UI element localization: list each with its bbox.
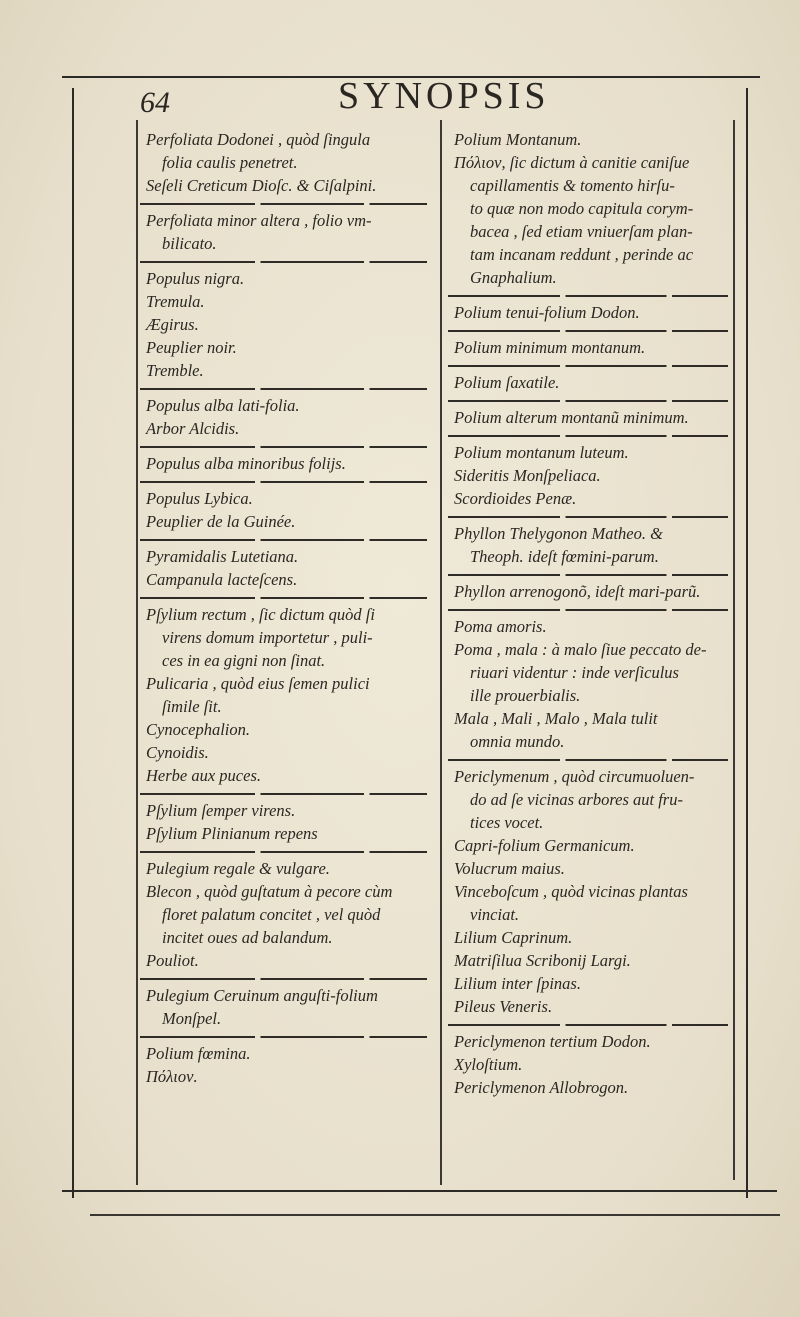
entry-line: bacea , ſed etiam vniuerſam plan- (470, 222, 693, 241)
entry-line: virens domum importetur , puli- (162, 628, 373, 647)
bottom-rule-outer (90, 1214, 780, 1216)
entry-line: Polium Montanum. (454, 130, 582, 149)
entry-line: Pileus Veneris. (454, 997, 553, 1016)
synonym-entry (444, 435, 734, 516)
synonym-entry (136, 203, 433, 261)
entry-line: Populus nigra. (146, 269, 245, 288)
entry-line: Seſeli Creticum Dioſc. & Ciſalpini. (146, 176, 377, 195)
synonym-entry (136, 539, 433, 597)
entry-line: Populus alba lati-folia. (146, 396, 300, 415)
entry-line: Peuplier de la Guinée. (146, 512, 296, 531)
entry-line: folia caulis penetret. (162, 153, 298, 172)
synonym-entry (136, 446, 433, 481)
synonym-entry (136, 261, 433, 388)
entry-line: Pouliot. (146, 951, 199, 970)
entry-line: floret palatum concitet , vel quòd (162, 905, 381, 924)
entry-line: Gnaphalium. (470, 268, 557, 287)
entry-line: Polium minimum montanum. (454, 338, 646, 357)
entry-line: Campanula lacteſcens. (146, 570, 298, 589)
synonym-entry (444, 122, 734, 295)
entry-line: ille prouerbialis. (470, 686, 581, 705)
entry-line: tices vocet. (470, 813, 544, 832)
left-frame-rule (72, 88, 74, 1198)
entry-line: Peuplier noir. (146, 338, 237, 357)
entry-line: Populus alba minoribus folijs. (146, 454, 346, 473)
entry-line: Pſylium Plinianum repens (146, 824, 318, 843)
synonym-entry (444, 400, 734, 435)
entry-line: Cynoidis. (146, 743, 209, 762)
right-column (444, 122, 734, 1105)
synonym-entry (444, 330, 734, 365)
entry-line: Populus Lybica. (146, 489, 253, 508)
synonym-entry (136, 978, 433, 1036)
entry-line: Cynocephalion. (146, 720, 251, 739)
entry-line: Phyllon Thelygonon Matheo. & (454, 524, 663, 543)
entry-line: Poma amoris. (454, 617, 547, 636)
synonym-entry (444, 609, 734, 759)
entry-line: Πόλιον. (146, 1067, 198, 1086)
entry-line: Polium montanum luteum. (454, 443, 629, 462)
entry-line: Monſpel. (162, 1009, 222, 1028)
entry-line: Pulegium Ceruinum anguſti-folium (146, 986, 378, 1005)
entry-line: incitet oues ad balandum. (162, 928, 333, 947)
entry-line: Vinceboſcum , quòd vicinas plantas (454, 882, 688, 901)
entry-line: omnia mundo. (470, 732, 565, 751)
entry-line: Sideritis Monſpeliaca. (454, 466, 601, 485)
entry-line: Volucrum maius. (454, 859, 565, 878)
synonym-entry (136, 793, 433, 851)
entry-line: ces in ea gigni non ſinat. (162, 651, 326, 670)
synonym-entry (136, 388, 433, 446)
entry-line: Poma , mala : à malo ſiue peccato de- (454, 640, 707, 659)
entry-line: tam incanam reddunt , perinde ac (470, 245, 694, 264)
right-frame-rule (746, 88, 748, 1198)
entry-line: Polium ſaxatile. (454, 373, 560, 392)
entry-line: Perfoliata Dodonei , quòd ſingula (146, 130, 371, 149)
synonym-entry (136, 122, 433, 203)
entry-line: Pſylium rectum , ſic dictum quòd ſi (146, 605, 375, 624)
entry-line: Theoph. ideſt fœmini-parum. (470, 547, 659, 566)
entry-line: Matriſilua Scribonij Largi. (454, 951, 631, 970)
synonym-entry (136, 851, 433, 978)
entry-line: Lilium Caprinum. (454, 928, 573, 947)
entry-line: Phyllon arrenogonõ, ideſt mari-parũ. (454, 582, 701, 601)
entry-line: Tremula. (146, 292, 205, 311)
left-column (136, 122, 433, 1094)
entry-line: Ægirus. (146, 315, 199, 334)
entry-line: vinciat. (470, 905, 520, 924)
synonym-entry (444, 1024, 734, 1105)
entry-line: Blecon , quòd guſtatum à pecore cùm (146, 882, 393, 901)
entry-line: Mala , Mali , Malo , Mala tulit (454, 709, 658, 728)
entry-line: Xyloſtium. (454, 1055, 523, 1074)
entry-line: capillamentis & tomento hirſu- (470, 176, 675, 195)
entry-line: Πόλιον, ſic dictum à canitie caniſue (454, 153, 690, 172)
entry-line: riuari videntur : inde verſiculus (470, 663, 679, 682)
synonym-entry (136, 597, 433, 793)
entry-line: Tremble. (146, 361, 204, 380)
entry-line: Polium tenui-folium Dodon. (454, 303, 640, 322)
synonym-entry (444, 759, 734, 1024)
synonym-entry (444, 365, 734, 400)
entry-line: Periclymenon tertium Dodon. (454, 1032, 651, 1051)
entry-line: bilicato. (162, 234, 217, 253)
entry-line: ſimile ſit. (162, 697, 222, 716)
entry-line: Capri-folium Germanicum. (454, 836, 635, 855)
entry-line: to quæ non modo capitula corym- (470, 199, 694, 218)
synonym-entry (444, 516, 734, 574)
entry-line: Pulicaria , quòd eius ſemen pulici (146, 674, 370, 693)
entry-line: Perfoliata minor altera , folio vm- (146, 211, 372, 230)
entry-line: Polium alterum montanũ minimum. (454, 408, 689, 427)
entry-line: Polium fœmina. (146, 1044, 251, 1063)
entry-line: Pſylium ſemper virens. (146, 801, 296, 820)
entry-line: Pulegium regale & vulgare. (146, 859, 330, 878)
entry-line: Lilium inter ſpinas. (454, 974, 581, 993)
entry-line: Periclymenon Allobrogon. (454, 1078, 629, 1097)
entry-line: Herbe aux puces. (146, 766, 262, 785)
entry-line: Periclymenum , quòd circumuoluen- (454, 767, 695, 786)
page-number: 64 (140, 86, 170, 119)
synonym-entry (444, 295, 734, 330)
synonym-entry (136, 1036, 433, 1094)
bottom-rule (62, 1190, 777, 1192)
column-divider (440, 120, 442, 1185)
entry-line: Arbor Alcidis. (146, 419, 240, 438)
entry-line: Pyramidalis Lutetiana. (146, 547, 299, 566)
running-head: SYNOPSIS (338, 75, 550, 117)
entry-line: do ad ſe vicinas arbores aut fru- (470, 790, 683, 809)
synonym-entry (136, 481, 433, 539)
entry-line: Scordioides Penæ. (454, 489, 577, 508)
synonym-entry (444, 574, 734, 609)
